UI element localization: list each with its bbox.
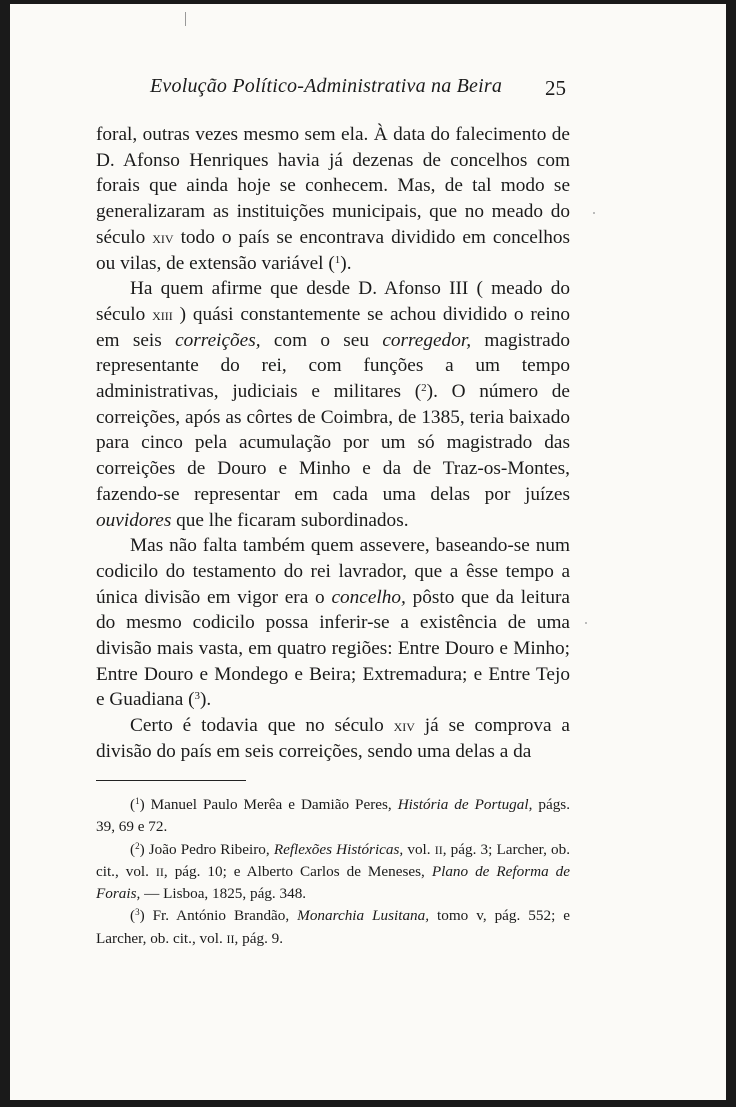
page-speck [585,622,587,624]
footnotes [96,794,570,950]
italic-term: concelho, [331,586,406,608]
text-run: que lhe ficaram subordinados. [171,509,409,531]
footnote [96,905,570,950]
text-run: , pág. 10; e Alberto Carlos de Meneses, [163,863,432,881]
text-run: ) Fr. António Brandão, [139,906,298,924]
paragraph [96,533,570,713]
text-run: , pág. 3; Larcher, ob. cit., vol. [96,840,570,881]
roman-numeral: ii [155,861,164,881]
text-run: — Lisboa, 1825, pág. 348. [140,885,307,903]
text-run: ). O número de correições, após as côrtes de Coimbra, de 1385, teria baixado para cinco pela acumulação por um só magistrado das correições de Douro e Minho e da de Traz-os-Montes, fazendo-se representar em cada uma delas por juízes [96,381,570,505]
footnote-separator [96,780,246,781]
page-speck [185,12,186,26]
roman-numeral: xiv [152,227,174,247]
page-speck [593,212,595,214]
text-run: vol. [403,840,435,858]
page-header [10,75,726,105]
italic-term: Plano de Reforma de Forais, [96,863,570,903]
text-run: todo o país se encontrava dividido em concelhos ou vilas, de extensão variável ( [96,226,570,274]
roman-numeral: xiii [152,304,173,324]
footnote-ref: 1 [334,253,341,266]
text-run: magistrado representante do rei, com funções a um tempo administrativas, judiciais e militares ( [96,329,571,403]
book-page [10,4,726,1100]
text-run: , pág. 9. [234,929,284,947]
italic-term: ouvidores [96,509,172,531]
text-run: foral, outras vezes mesmo sem ela. À data do falecimento de D. Afonso Henriques havia já dezenas de concelhos com forais que ainda hoje se conhecem. Mas, de tal modo se generalizaram as instituições municipais, que no meado do século [96,124,570,248]
footnote [96,794,570,838]
page-number: 25 [545,76,566,100]
text-run: Mas não falta também quem assevere, baseando-se num codicilo do testamento do rei lavrador, que a êsse tempo a única divisão em vigor era o [96,535,570,608]
footnote-ref: 2 [135,840,140,851]
italic-term: Monarchia Lusitana, [297,906,430,924]
italic-term: corregedor, [382,329,472,351]
main-text [96,122,570,765]
text-run: com o seu [260,329,383,351]
running-title: Evolução Político-Administrativa na Beira [150,75,503,97]
footnote-ref: 2 [421,382,427,395]
italic-term: História de Portugal, [397,796,533,813]
footnote-ref: 3 [135,906,140,917]
footnote-ref: 1 [135,796,140,806]
text-run: Certo é todavia que no século [130,715,394,737]
text-run: ) Manuel Paulo Merêa e Damião Peres, [139,796,398,813]
paragraph [96,122,570,276]
text-run: ( [130,796,136,813]
text-run: págs. 39, 69 e 72. [96,796,570,835]
text-run: ( [130,840,136,858]
text-run: ). [340,252,352,274]
text-run: ( [130,906,136,924]
text-run: pôsto que da leitura do mesmo codicilo possa inferir-se a existência de uma divisão mais vasta, em quatro regiões: Entre Douro e Minho; Entre Douro e Mondego e Beira; Extremadura; e Entre Tejo e Guadiana ( [96,586,570,711]
italic-term: Reflexões Históricas, [273,840,404,858]
paragraph [96,276,570,533]
roman-numeral: xiv [393,716,415,736]
text-run: já se comprova a divisão do país em seis correições, sendo uma delas a da [96,715,570,762]
footnote-ref: 3 [194,690,200,703]
text-run: tomo v, pág. 552; e Larcher, ob. cit., vol. [96,906,570,947]
roman-numeral: ii [434,838,443,858]
paragraph [96,713,570,764]
text-run: ). [200,689,212,711]
footnote [96,838,570,905]
roman-numeral: ii [226,927,235,947]
italic-term: correições, [175,329,261,351]
text-run: ) João Pedro Ribeiro, [139,840,274,858]
text-run: Ha quem afirme que desde D. Afonso III ( meado do século [96,278,570,325]
text-run: ) quási constantemente se achou dividido o reino em seis [96,303,571,351]
